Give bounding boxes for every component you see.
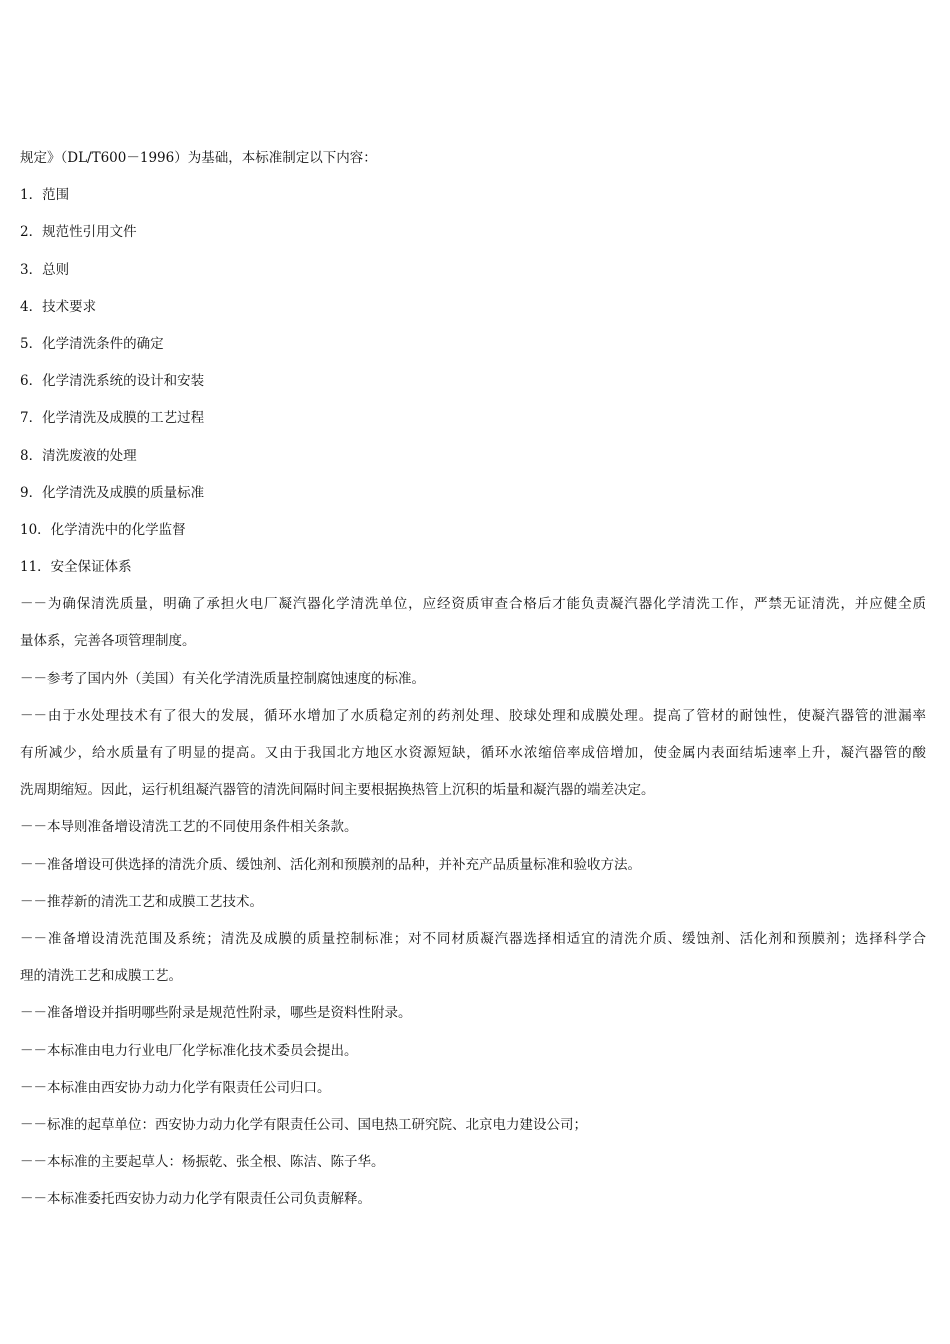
paragraph-qualification	[20, 592, 926, 653]
list-item: 10．化学清洗中的化学监督	[20, 521, 186, 538]
intro-line: 规定》（DL/T600－1996）为基础，本标准制定以下内容：	[20, 150, 377, 166]
list-item: 2．规范性引用文件	[20, 224, 137, 241]
paragraph-new-process: －－推荐新的清洗工艺和成膜工艺技术。	[20, 893, 263, 910]
paragraph-appendix: －－准备增设并指明哪些附录是规范性附录，哪些是资料性附录。	[20, 1005, 412, 1022]
paragraph-media: －－准备增设可供选择的清洗介质、缓蚀剂、活化剂和预膜剂的品种，并补充产品质量标准和验收方法。	[20, 856, 641, 873]
paragraph-interpretation: －－本标准委托西安协力动力化学有限责任公司负责解释。	[20, 1191, 371, 1208]
paragraph-water-treatment	[20, 704, 926, 802]
paragraph-conditions: －－本导则准备增设清洗工艺的不同使用条件相关条款。	[20, 819, 358, 836]
list-item: 7．化学清洗及成膜的工艺过程	[20, 410, 205, 427]
paragraph-scope	[20, 927, 926, 988]
paragraph-drafting-units: －－标准的起草单位：西安协力动力化学有限责任公司、国电热工研究院、北京电力建设公司；	[20, 1116, 587, 1133]
list-item: 6．化学清洗系统的设计和安装	[20, 373, 205, 390]
paragraph-line: 理的清洗工艺和成膜工艺。	[20, 968, 182, 985]
paragraph-line: －－由于水处理技术有了很大的发展，循环水增加了水质稳定剂的药剂处理、胶球处理和成膜处理。提高了管材的耐蚀性，使凝汽器管的泄漏率	[20, 707, 926, 724]
list-item: 5．化学清洗条件的确定	[20, 335, 164, 352]
contents-list	[20, 183, 926, 579]
list-item: 11．安全保证体系	[20, 559, 132, 576]
list-item: 3．总则	[20, 261, 70, 278]
paragraph-drafters: －－本标准的主要起草人：杨振乾、张全根、陈洁、陈子华。	[20, 1154, 385, 1171]
paragraph-line: 量体系，完善各项管理制度。	[20, 633, 196, 650]
paragraph-line: －－为确保清洗质量，明确了承担火电厂凝汽器化学清洗单位，应经资质审查合格后才能负责凝汽器化学清洗工作，严禁无证清洗，并应健全质	[20, 596, 926, 613]
list-item: 9．化学清洗及成膜的质量标准	[20, 484, 205, 501]
list-item: 4．技术要求	[20, 298, 97, 315]
paragraph-line: 有所减少，给水质量有了明显的提高。又由于我国北方地区水资源短缺，循环水浓缩倍率成倍增加，使金属内表面结垢速率上升，凝汽器管的酸	[20, 745, 926, 761]
paragraph-line: －－准备增设清洗范围及系统；清洗及成膜的质量控制标准；对不同材质凝汽器选择相适宜的清洗介质、缓蚀剂、活化剂和预膜剂；选择科学合	[20, 930, 926, 947]
paragraph-reference: －－参考了国内外（美国）有关化学清洗质量控制腐蚀速度的标准。	[20, 670, 425, 687]
list-item: 8．清洗废液的处理	[20, 447, 137, 464]
paragraph-proposed-by: －－本标准由电力行业电厂化学标准化技术委员会提出。	[20, 1042, 358, 1059]
paragraph-line: 洗周期缩短。因此，运行机组凝汽器管的清洗间隔时间主要根据换热管上沉积的垢量和凝汽器的端差决定。	[20, 782, 655, 799]
list-item: 1．范围	[20, 187, 70, 204]
document-body	[20, 146, 926, 1224]
paragraph-administered-by: －－本标准由西安协力动力化学有限责任公司归口。	[20, 1079, 331, 1096]
